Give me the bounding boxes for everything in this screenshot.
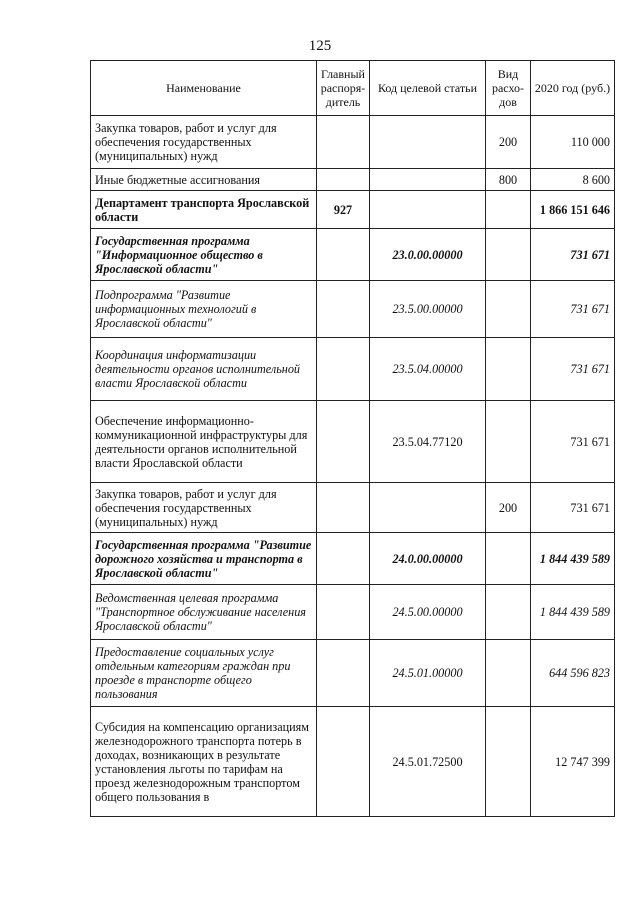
budget-table (90, 60, 615, 817)
table-row (91, 483, 615, 533)
cell-amount: 731 671 (531, 281, 615, 338)
cell-chief (317, 281, 370, 338)
table-row (91, 401, 615, 483)
table-row (91, 116, 615, 169)
table-row (91, 191, 615, 229)
cell-amount: 12 747 399 (531, 707, 615, 817)
table-header-row (91, 61, 615, 116)
table-row (91, 338, 615, 401)
cell-expense-type (486, 191, 531, 229)
cell-target-code: 23.0.00.00000 (370, 229, 486, 281)
cell-chief (317, 707, 370, 817)
cell-expense-type (486, 338, 531, 401)
cell-chief (317, 640, 370, 707)
table-row (91, 707, 615, 817)
cell-amount: 731 671 (531, 338, 615, 401)
cell-name: Подпрограмма "Развитие информационных технологий в Ярославской области" (91, 281, 317, 338)
cell-name: Обеспечение информационно-коммуникационной инфраструктуры для деятельности органов исполнительной власти Ярославской области (91, 401, 317, 483)
cell-name: Координация информатизации деятельности органов исполнительной власти Ярославской области (91, 338, 317, 401)
cell-expense-type (486, 585, 531, 640)
header-amount: 2020 год (руб.) (531, 61, 615, 116)
cell-expense-type (486, 401, 531, 483)
cell-chief (317, 338, 370, 401)
cell-amount: 644 596 823 (531, 640, 615, 707)
cell-amount: 731 671 (531, 229, 615, 281)
cell-amount: 1 866 151 646 (531, 191, 615, 229)
cell-amount: 731 671 (531, 401, 615, 483)
cell-target-code: 23.5.04.00000 (370, 338, 486, 401)
table-row (91, 169, 615, 191)
cell-name: Закупка товаров, работ и услуг для обеспечения государственных (муниципальных) нужд (91, 483, 317, 533)
cell-expense-type (486, 533, 531, 585)
cell-amount: 8 600 (531, 169, 615, 191)
cell-target-code: 24.5.00.00000 (370, 585, 486, 640)
header-expense-type: Вид расхо-дов (486, 61, 531, 116)
cell-name: Департамент транспорта Ярославской области (91, 191, 317, 229)
cell-target-code (370, 483, 486, 533)
cell-expense-type (486, 640, 531, 707)
cell-chief (317, 585, 370, 640)
cell-name: Иные бюджетные ассигнования (91, 169, 317, 191)
page-number: 125 (308, 38, 332, 54)
cell-expense-type: 200 (486, 483, 531, 533)
cell-target-code: 23.5.00.00000 (370, 281, 486, 338)
cell-target-code (370, 116, 486, 169)
cell-expense-type (486, 707, 531, 817)
cell-chief (317, 401, 370, 483)
table-row (91, 640, 615, 707)
header-chief: Главный распоря-дитель (317, 61, 370, 116)
cell-chief (317, 229, 370, 281)
cell-target-code: 24.0.00.00000 (370, 533, 486, 585)
cell-expense-type (486, 229, 531, 281)
table-row (91, 585, 615, 640)
cell-expense-type (486, 281, 531, 338)
cell-expense-type: 800 (486, 169, 531, 191)
cell-chief (317, 169, 370, 191)
header-name: Наименование (91, 61, 317, 116)
cell-name: Государственная программа "Развитие дорожного хозяйства и транспорта в Ярославской области" (91, 533, 317, 585)
cell-target-code: 23.5.04.77120 (370, 401, 486, 483)
cell-name: Предоставление социальных услуг отдельным категориям граждан при проезде в транспорте общего пользования (91, 640, 317, 707)
cell-expense-type: 200 (486, 116, 531, 169)
cell-chief (317, 533, 370, 585)
cell-chief (317, 483, 370, 533)
cell-target-code (370, 191, 486, 229)
cell-target-code: 24.5.01.72500 (370, 707, 486, 817)
cell-target-code: 24.5.01.00000 (370, 640, 486, 707)
cell-amount: 1 844 439 589 (531, 585, 615, 640)
cell-name: Закупка товаров, работ и услуг для обеспечения государственных (муниципальных) нужд (91, 116, 317, 169)
cell-chief (317, 116, 370, 169)
cell-name: Субсидия на компенсацию организациям железнодорожного транспорта потерь в доходах, возникающих в результате установления льготы по тарифам на проезд железнодорожным транспортом общего пользования в (91, 707, 317, 817)
table-row (91, 281, 615, 338)
header-target-code: Код целевой статьи (370, 61, 486, 116)
cell-target-code (370, 169, 486, 191)
cell-name: Ведомственная целевая программа "Транспортное обслуживание населения Ярославской области" (91, 585, 317, 640)
cell-chief: 927 (317, 191, 370, 229)
table-row (91, 229, 615, 281)
table-row (91, 533, 615, 585)
cell-amount: 110 000 (531, 116, 615, 169)
cell-name: Государственная программа "Информационное общество в Ярославской области" (91, 229, 317, 281)
cell-amount: 1 844 439 589 (531, 533, 615, 585)
cell-amount: 731 671 (531, 483, 615, 533)
